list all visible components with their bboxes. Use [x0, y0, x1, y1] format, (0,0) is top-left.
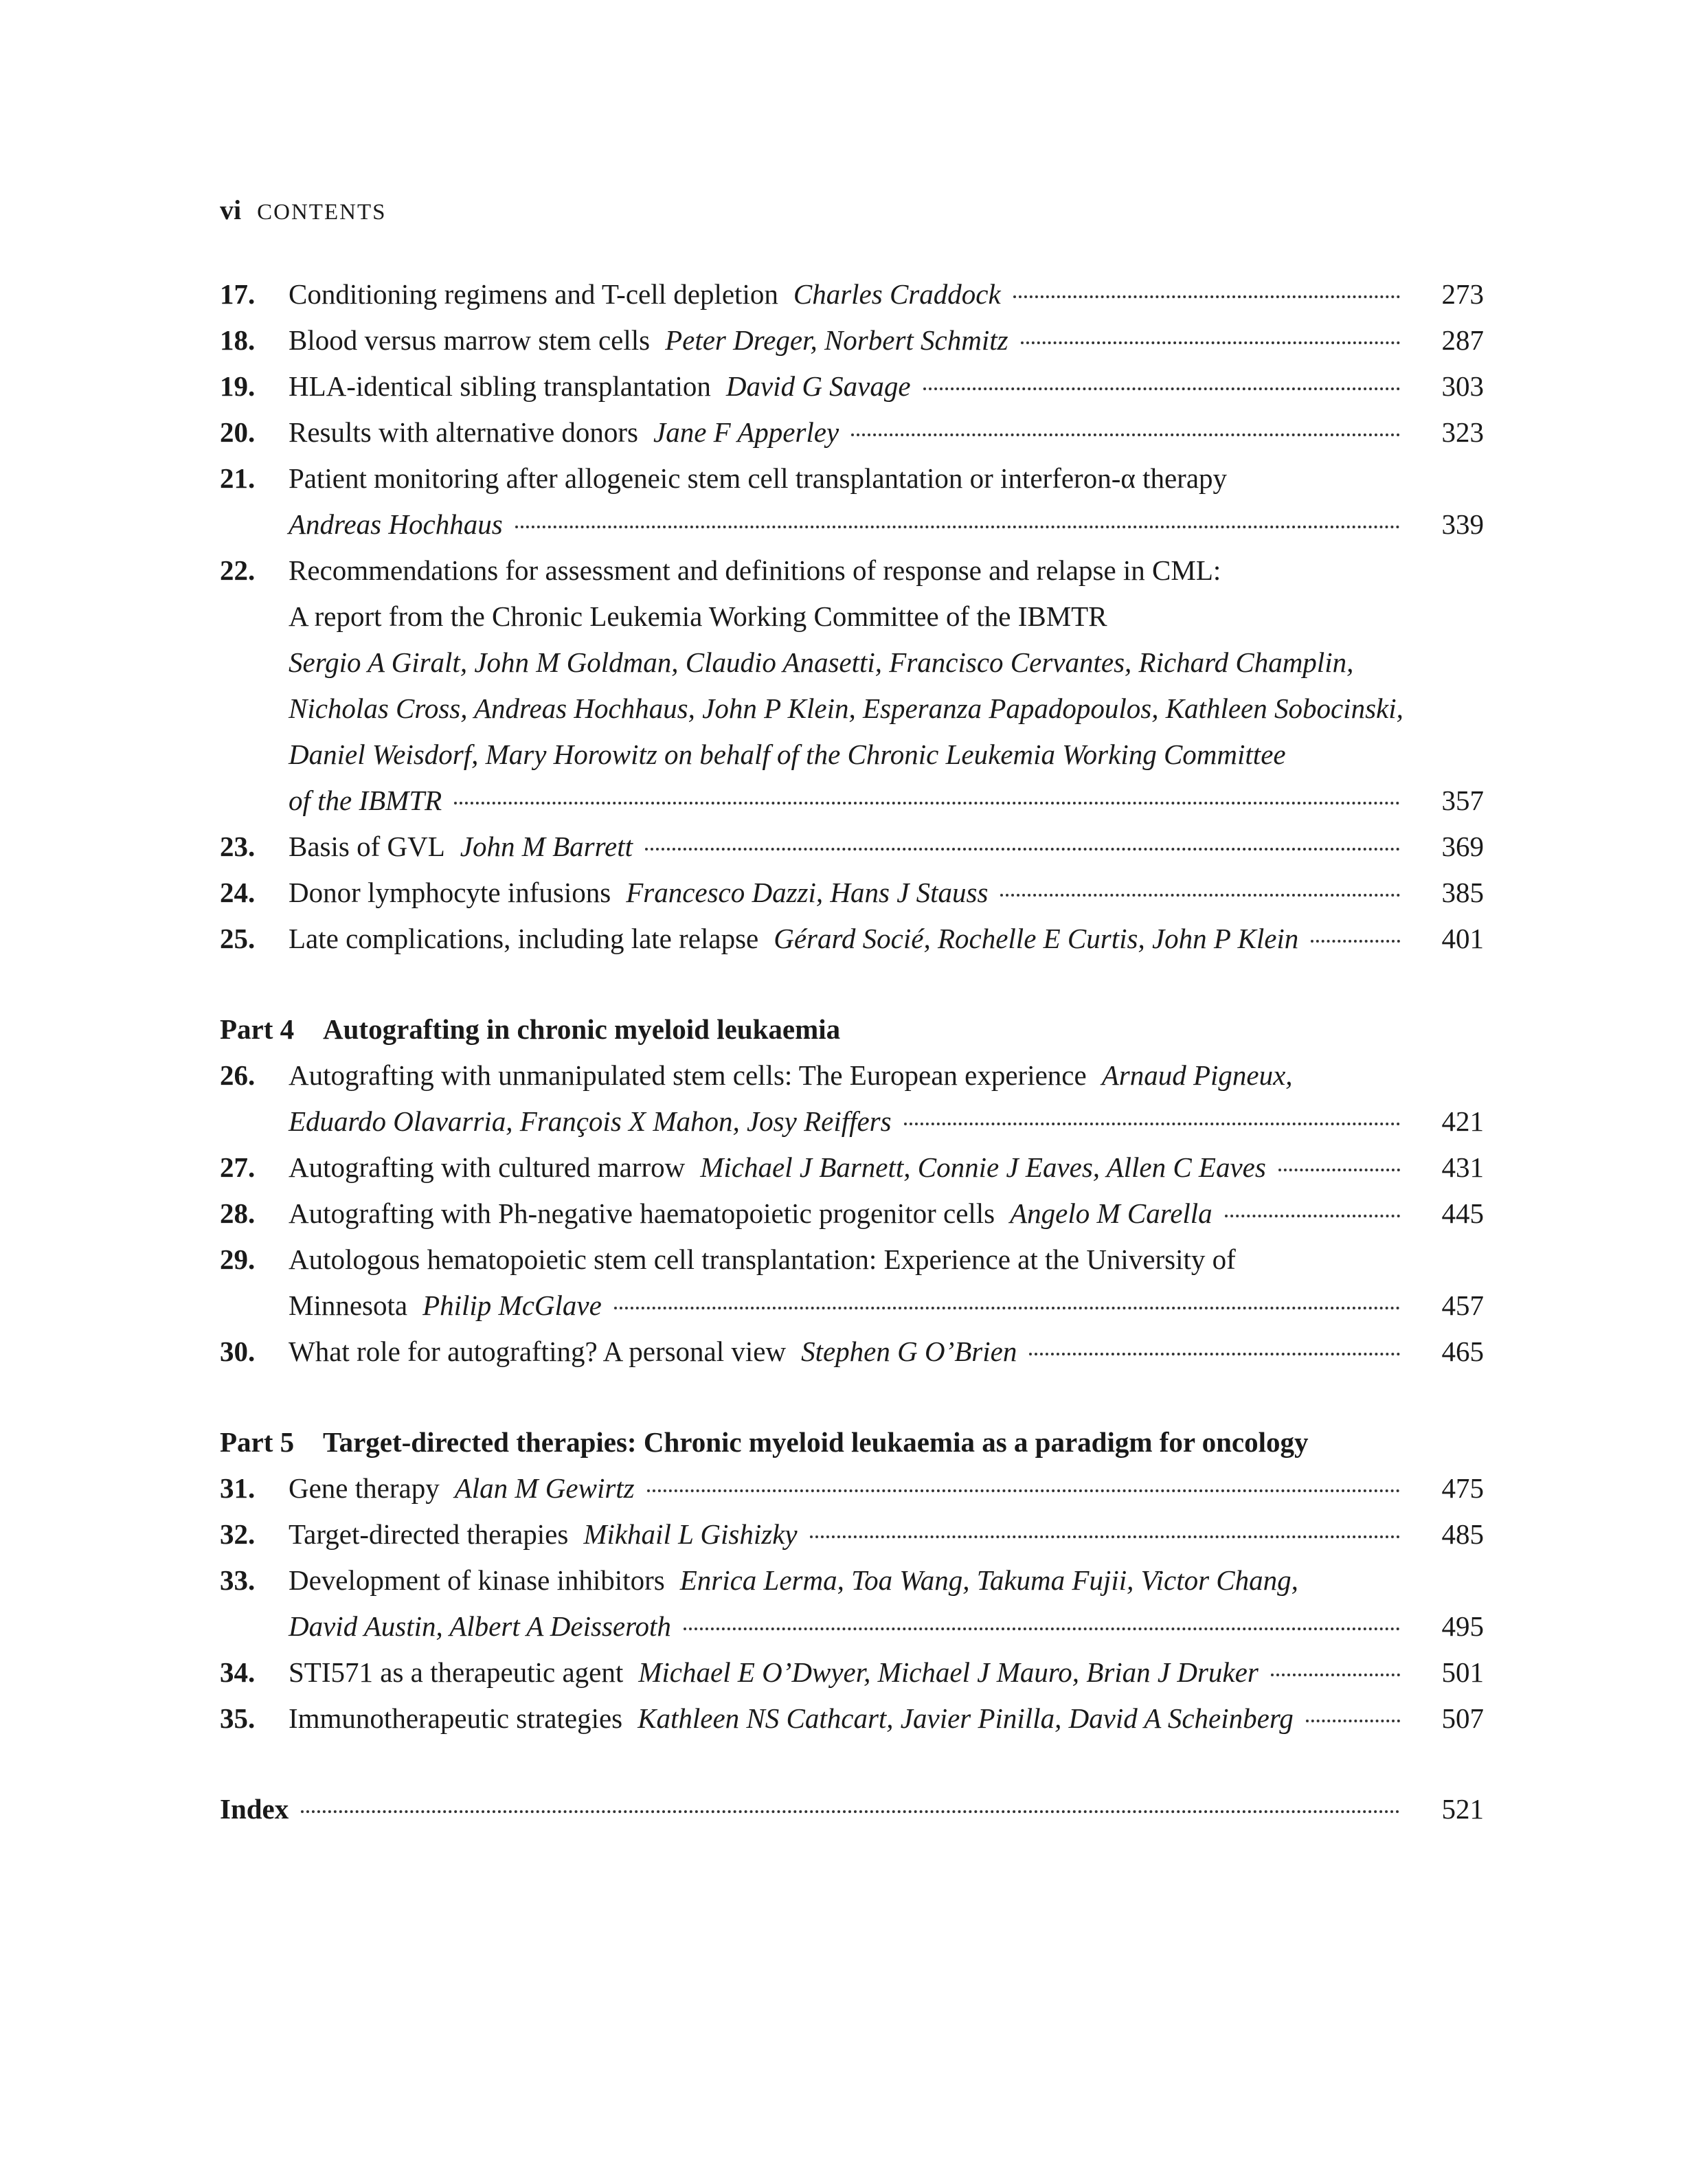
- chapter-authors: Peter Dreger, Norbert Schmitz: [665, 324, 1008, 356]
- chapter-authors: Jane F Apperley: [653, 416, 839, 448]
- chapter-number: 20.: [220, 416, 256, 448]
- page-number: 287: [1441, 324, 1484, 356]
- toc-line: [220, 778, 1484, 824]
- toc-group-part4: [220, 1052, 1484, 1375]
- toc-entry[interactable]: [220, 271, 1484, 317]
- toc-line: [220, 548, 1484, 594]
- toc-group-part3-continued: [220, 271, 1484, 962]
- toc-entry[interactable]: [220, 409, 1484, 455]
- toc-line: [220, 1052, 1484, 1099]
- toc-line: [220, 1145, 1484, 1191]
- dot-leader: [851, 434, 1400, 436]
- toc-line: [220, 455, 1484, 502]
- part-title: Autografting in chronic myeloid leukaemia: [323, 1013, 841, 1045]
- toc-entry[interactable]: [220, 916, 1484, 962]
- toc-line: [220, 1650, 1484, 1696]
- toc-entry[interactable]: [220, 317, 1484, 363]
- chapter-title: Immunotherapeutic strategies: [289, 1702, 623, 1734]
- table-of-contents: [220, 271, 1484, 1832]
- toc-line: [220, 732, 1484, 778]
- part-title: Target-directed therapies: Chronic myeloid leukaemia as a paradigm for oncology: [323, 1426, 1309, 1458]
- page-number: 401: [1441, 923, 1484, 954]
- dot-leader: [1306, 1720, 1400, 1722]
- toc-line: [220, 1511, 1484, 1557]
- page-number: 475: [1441, 1472, 1484, 1504]
- toc-line: [220, 317, 1484, 363]
- toc-entry[interactable]: [220, 1329, 1484, 1375]
- chapter-authors: Sergio A Giralt, John M Goldman, Claudio Anasetti, Francisco Cervantes, Richard Champlin,: [289, 646, 1354, 678]
- chapter-authors: David G Savage: [725, 370, 911, 402]
- toc-line: [220, 1283, 1484, 1329]
- chapter-number: 29.: [220, 1243, 256, 1275]
- page-number: 369: [1441, 831, 1484, 862]
- toc-line: [220, 824, 1484, 870]
- chapter-authors: Stephen G O’Brien: [801, 1336, 1017, 1367]
- chapter-title: Results with alternative donors: [289, 416, 638, 448]
- chapter-authors: John M Barrett: [460, 831, 633, 862]
- toc-entry[interactable]: [220, 455, 1484, 548]
- chapter-authors: Nicholas Cross, Andreas Hochhaus, John P Klein, Esperanza Papadopoulos, Kathleen Sobocinski,: [289, 693, 1403, 724]
- toc-line: [220, 1237, 1484, 1283]
- dot-leader: [301, 1810, 1400, 1813]
- dot-leader: [684, 1628, 1400, 1630]
- toc-entry[interactable]: [220, 1696, 1484, 1742]
- toc-entry[interactable]: [220, 548, 1484, 824]
- chapter-authors: Michael E O’Dwyer, Michael J Mauro, Brian J Druker: [638, 1656, 1259, 1688]
- chapter-title: Basis of GVL: [289, 831, 445, 862]
- toc-entry[interactable]: [220, 870, 1484, 916]
- chapter-title: STI571 as a therapeutic agent: [289, 1656, 624, 1688]
- chapter-authors: David Austin, Albert A Deisseroth: [289, 1610, 671, 1642]
- toc-group-part5: [220, 1465, 1484, 1742]
- chapter-title: Autografting with cultured marrow: [289, 1151, 686, 1183]
- part-label: Part 4: [220, 1013, 295, 1045]
- page-number: 339: [1441, 508, 1484, 540]
- toc-entry[interactable]: [220, 1145, 1484, 1191]
- part-label: Part 5: [220, 1426, 295, 1458]
- toc-line: [220, 1329, 1484, 1375]
- chapter-number: 22.: [220, 554, 256, 586]
- toc-line: [220, 916, 1484, 962]
- toc-index-entry[interactable]: [220, 1786, 1484, 1832]
- chapter-title: Gene therapy: [289, 1472, 440, 1504]
- toc-line: [220, 409, 1484, 455]
- page-number: 465: [1441, 1336, 1484, 1367]
- toc-entry[interactable]: [220, 1650, 1484, 1696]
- toc-entry[interactable]: [220, 1191, 1484, 1237]
- page-number: 273: [1441, 278, 1484, 310]
- toc-entry[interactable]: [220, 363, 1484, 409]
- toc-line: [220, 686, 1484, 732]
- toc-line: [220, 502, 1484, 548]
- dot-leader: [1013, 295, 1400, 298]
- dot-leader: [923, 387, 1400, 390]
- chapter-number: 21.: [220, 462, 256, 494]
- toc-entry[interactable]: [220, 1465, 1484, 1511]
- dot-leader: [1000, 894, 1400, 897]
- dot-leader: [904, 1123, 1400, 1125]
- page-number: 521: [1441, 1793, 1484, 1825]
- toc-line: [220, 1099, 1484, 1145]
- page-number: 485: [1441, 1518, 1484, 1550]
- running-title: CONTENTS: [257, 200, 387, 225]
- page-number: 507: [1441, 1702, 1484, 1734]
- toc-entry[interactable]: [220, 1052, 1484, 1145]
- chapter-authors: Alan M Gewirtz: [454, 1472, 635, 1504]
- chapter-authors: Angelo M Carella: [1010, 1197, 1213, 1229]
- dot-leader: [1311, 940, 1400, 943]
- chapter-authors: of the IBMTR: [289, 785, 442, 816]
- toc-line: [220, 1696, 1484, 1742]
- chapter-title: HLA-identical sibling transplantation: [289, 370, 711, 402]
- index-label: Index: [220, 1793, 289, 1825]
- chapter-title: Blood versus marrow stem cells: [289, 324, 651, 356]
- chapter-authors: Enrica Lerma, Toa Wang, Takuma Fujii, Victor Chang,: [679, 1564, 1298, 1596]
- chapter-title: What role for autografting? A personal view: [289, 1336, 787, 1367]
- page-folio: vi: [220, 194, 242, 225]
- dot-leader: [1278, 1169, 1400, 1171]
- chapter-authors: Mikhail L Gishizky: [583, 1518, 798, 1550]
- page-number: 445: [1441, 1197, 1484, 1229]
- dot-leader: [645, 848, 1400, 851]
- page-number: 303: [1441, 370, 1484, 402]
- chapter-authors: Daniel Weisdorf, Mary Horowitz on behalf of the Chronic Leukemia Working Committee: [289, 739, 1286, 770]
- chapter-number: 27.: [220, 1151, 256, 1183]
- chapter-authors: Michael J Barnett, Connie J Eaves, Allen C Eaves: [700, 1151, 1266, 1183]
- chapter-title: Recommendations for assessment and definitions of response and relapse in CML:: [289, 554, 1221, 586]
- chapter-authors: Kathleen NS Cathcart, Javier Pinilla, David A Scheinberg: [638, 1702, 1294, 1734]
- chapter-title: Development of kinase inhibitors: [289, 1564, 665, 1596]
- dot-leader: [1029, 1353, 1400, 1355]
- chapter-authors: Arnaud Pigneux,: [1101, 1059, 1293, 1091]
- toc-line: [220, 271, 1484, 317]
- dot-leader: [1021, 341, 1400, 344]
- chapter-title: Conditioning regimens and T-cell depletion: [289, 278, 778, 310]
- toc-entry[interactable]: [220, 1237, 1484, 1329]
- page-number: 431: [1441, 1151, 1484, 1183]
- page-number: 495: [1441, 1610, 1484, 1642]
- dot-leader: [647, 1489, 1400, 1492]
- chapter-title: Minnesota: [289, 1290, 408, 1321]
- chapter-number: 28.: [220, 1197, 256, 1229]
- chapter-title: Patient monitoring after allogeneic stem cell transplantation or interferon-α therapy: [289, 462, 1228, 494]
- chapter-title: A report from the Chronic Leukemia Working Committee of the IBMTR: [289, 600, 1107, 632]
- page-number: 421: [1441, 1105, 1484, 1137]
- chapter-authors: Francesco Dazzi, Hans J Stauss: [626, 877, 989, 908]
- dot-leader: [1225, 1215, 1400, 1217]
- chapter-number: 17.: [220, 278, 256, 310]
- chapter-authors: Gérard Socié, Rochelle E Curtis, John P Klein: [774, 923, 1299, 954]
- toc-line: [220, 1191, 1484, 1237]
- dot-leader: [454, 802, 1400, 804]
- page-number: 457: [1441, 1290, 1484, 1321]
- chapter-number: 23.: [220, 831, 256, 862]
- toc-entry[interactable]: [220, 1511, 1484, 1557]
- page-number: 385: [1441, 877, 1484, 908]
- chapter-title: Donor lymphocyte infusions: [289, 877, 611, 908]
- part-heading: [220, 1006, 1484, 1052]
- chapter-number: 35.: [220, 1702, 256, 1734]
- toc-entry[interactable]: [220, 824, 1484, 870]
- dot-leader: [614, 1307, 1400, 1309]
- toc-line: [220, 1557, 1484, 1603]
- chapter-title: Autografting with Ph-negative haematopoietic progenitor cells: [289, 1197, 995, 1229]
- toc-line: [220, 870, 1484, 916]
- chapter-number: 34.: [220, 1656, 256, 1688]
- chapter-title: Late complications, including late relapse: [289, 923, 759, 954]
- page-number: 501: [1441, 1656, 1484, 1688]
- toc-line: [220, 1465, 1484, 1511]
- dot-leader: [810, 1535, 1400, 1538]
- chapter-number: 24.: [220, 877, 256, 908]
- chapter-authors: Philip McGlave: [422, 1290, 602, 1321]
- dot-leader: [515, 526, 1400, 528]
- toc-line: [220, 594, 1484, 640]
- page-number: 357: [1441, 785, 1484, 816]
- chapter-title: Target-directed therapies: [289, 1518, 569, 1550]
- chapter-number: 19.: [220, 370, 256, 402]
- chapter-title: Autografting with unmanipulated stem cells: The European experience: [289, 1059, 1087, 1091]
- page-number: 323: [1441, 416, 1484, 448]
- toc-line: [220, 640, 1484, 686]
- chapter-number: 18.: [220, 324, 256, 356]
- chapter-number: 30.: [220, 1336, 256, 1367]
- dot-leader: [1271, 1674, 1400, 1676]
- chapter-number: 31.: [220, 1472, 256, 1504]
- chapter-number: 32.: [220, 1518, 256, 1550]
- toc-entry[interactable]: [220, 1557, 1484, 1650]
- running-header: [220, 192, 386, 230]
- chapter-number: 26.: [220, 1059, 256, 1091]
- toc-line: [220, 363, 1484, 409]
- toc-line: [220, 1603, 1484, 1650]
- chapter-number: 25.: [220, 923, 256, 954]
- chapter-authors: Andreas Hochhaus: [289, 508, 503, 540]
- chapter-authors: Charles Craddock: [793, 278, 1001, 310]
- chapter-number: 33.: [220, 1564, 256, 1596]
- chapter-title: Autologous hematopoietic stem cell transplantation: Experience at the University of: [289, 1243, 1236, 1275]
- part-heading: [220, 1419, 1484, 1465]
- chapter-authors: Eduardo Olavarria, François X Mahon, Josy Reiffers: [289, 1105, 892, 1137]
